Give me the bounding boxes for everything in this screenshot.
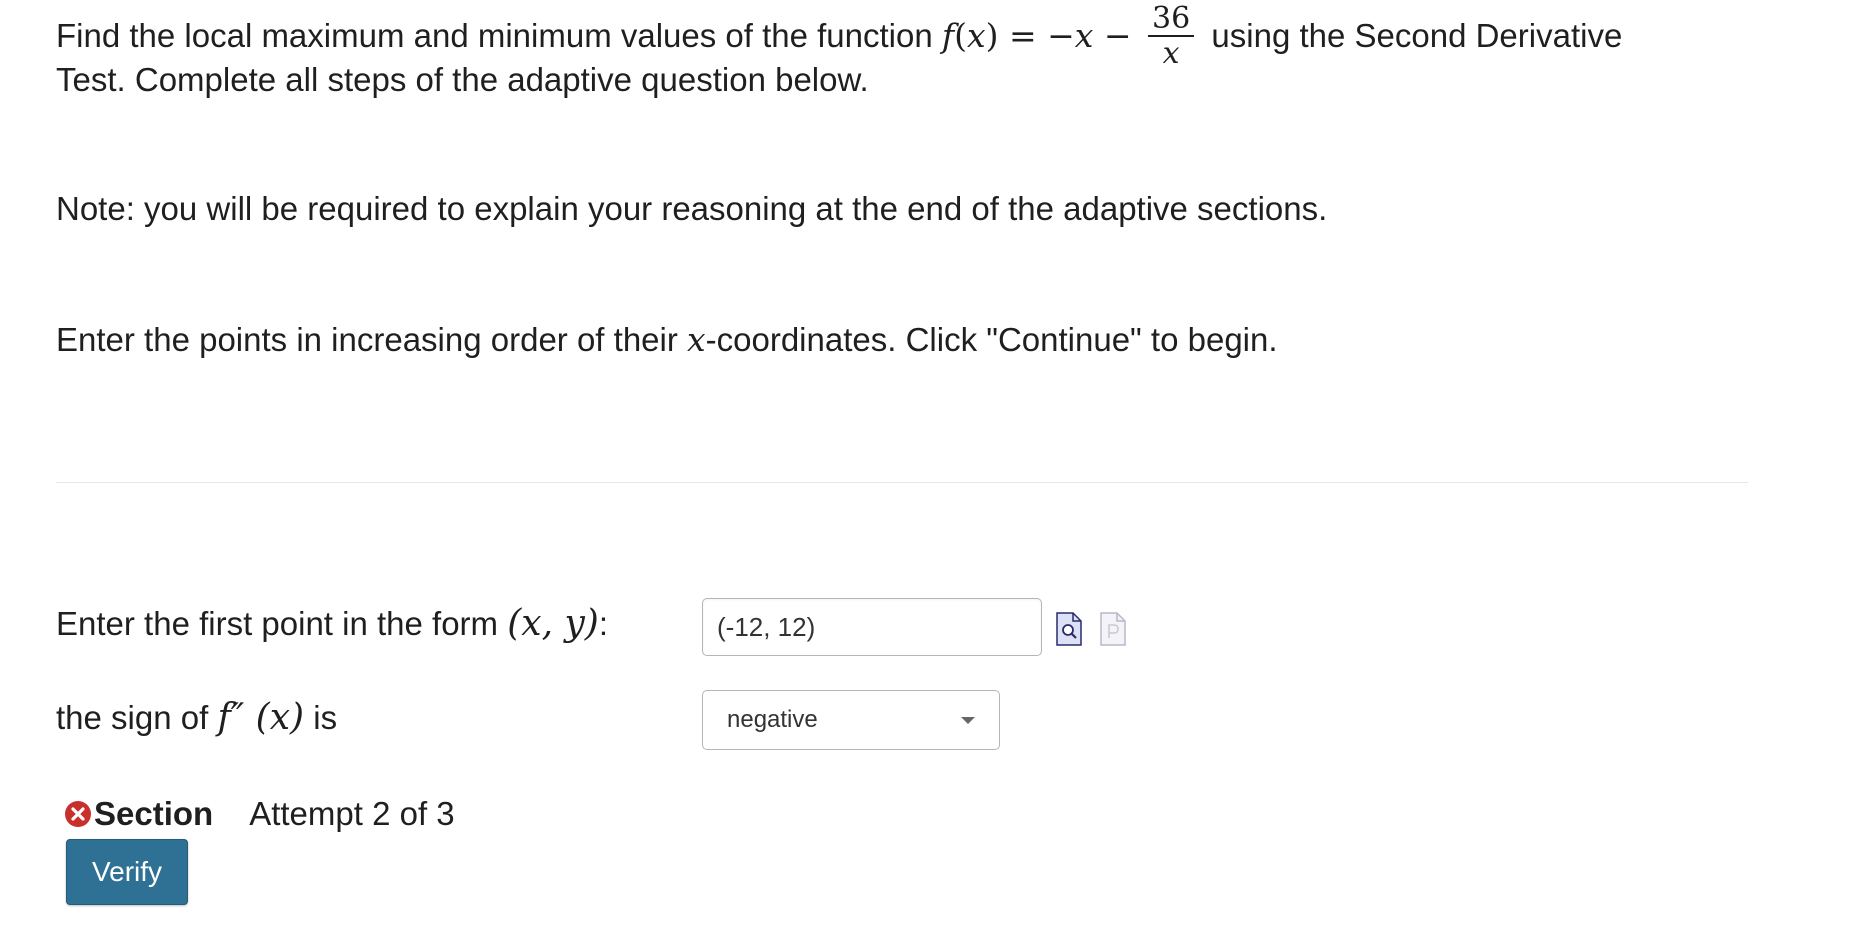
- sign-label-arg: (x): [244, 697, 305, 738]
- intro-text-3: Test. Complete all steps of the adaptive question below.: [56, 61, 869, 98]
- help-document-icon[interactable]: [1100, 612, 1126, 646]
- sign-label-suffix: is: [304, 699, 338, 736]
- sign-label-f: f″: [217, 697, 245, 738]
- point-label-math: (x, y): [507, 603, 599, 644]
- function-equals: = −: [998, 16, 1075, 56]
- question-intro: [56, 1, 1756, 106]
- instruction-prefix: Enter the points in increasing order of their: [56, 321, 688, 358]
- function-f: f: [941, 16, 955, 56]
- section-status: [64, 794, 455, 834]
- instruction-suffix: -coordinates. Click "Continue" to begin.: [705, 321, 1278, 358]
- chevron-down-icon: [961, 717, 975, 724]
- fraction: [1148, 1, 1194, 71]
- fraction-denominator: x: [1162, 36, 1180, 71]
- function-lparen: (: [954, 16, 967, 56]
- preview-document-icon[interactable]: [1056, 612, 1082, 646]
- question-intro-line-1: [56, 1, 1756, 71]
- intro-text-2: using the Second Derivative: [1202, 17, 1623, 55]
- point-label: [56, 603, 608, 644]
- attempt-counter: Attempt 2 of 3: [249, 795, 455, 832]
- sign-select[interactable]: [702, 690, 1000, 750]
- verify-button[interactable]: Verify: [66, 839, 188, 905]
- section-label: Section: [94, 795, 214, 832]
- point-label-suffix: :: [598, 605, 609, 642]
- sign-label-prefix: the sign of: [56, 699, 218, 736]
- point-label-prefix: Enter the first point in the form: [56, 605, 508, 642]
- intro-text-1: Find the local maximum and minimum values of the function: [56, 17, 942, 55]
- function-minus: −: [1093, 16, 1143, 56]
- instruction-variable: x: [687, 320, 706, 359]
- function-x: x: [967, 16, 986, 56]
- function-rparen: ): [985, 16, 999, 56]
- function-x-term: x: [1074, 16, 1094, 56]
- fraction-numerator: 36: [1148, 4, 1194, 37]
- first-point-input[interactable]: [702, 598, 1042, 656]
- note-text: Note: you will be required to explain your reasoning at the end of the adaptive sections.: [56, 190, 1328, 227]
- error-x-icon: [64, 800, 92, 828]
- instruction-text: [56, 320, 1278, 359]
- sign-label: [56, 697, 337, 738]
- section-divider: [56, 482, 1748, 483]
- sign-select-value: negative: [727, 706, 818, 733]
